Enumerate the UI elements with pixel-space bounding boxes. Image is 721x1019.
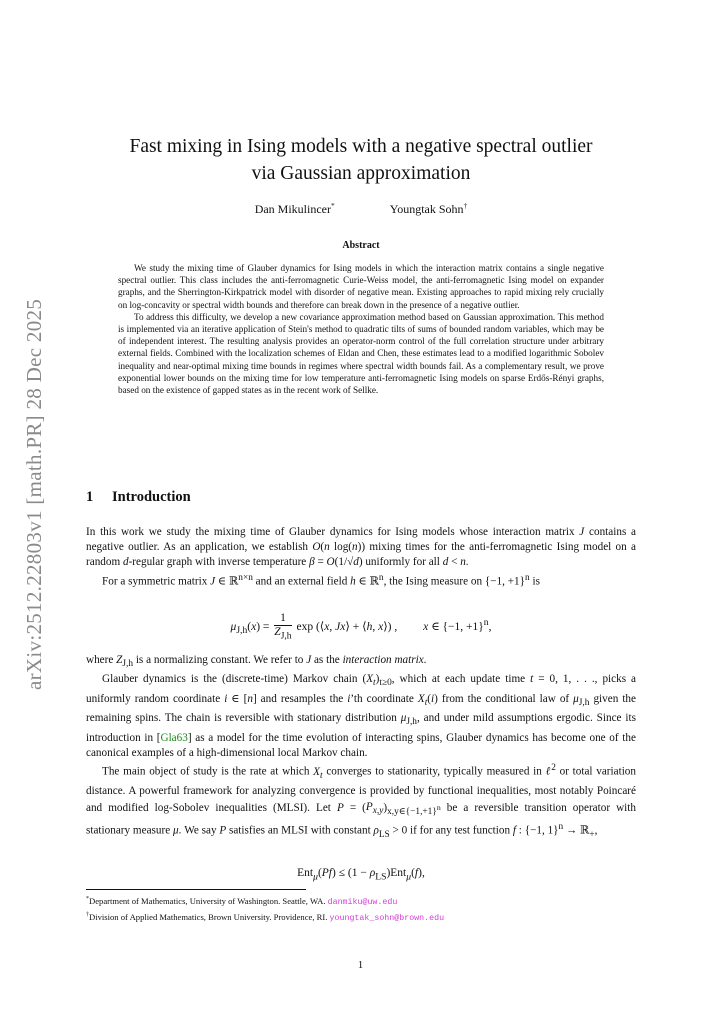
- section-title: Introduction: [112, 489, 191, 505]
- ising-measure-equation: $\mu_{J,h}(x)$ = $\frac{1}{Z_{J,h}}$ exp (⟨x, Jx⟩ + ⟨h, x⟩) , x ∈ {−1, +1}$^n$,: [230, 612, 492, 642]
- mlsi-equation: $Ent_\mu(Pf) \le (1 - \rho_{LS})Ent_\mu(f)$,: [297, 867, 425, 883]
- intro-paragraph-1: In this work we study the mixing time of Glauber dynamics for Ising models whose interaction matrix J contains a negative outlier. As an application, we establish O(n log(n)) mixing times for the anti-ferromagnetic Ising model on a random d-regular graph with inverse temperature β = O(1/√d) uniformly for all d < n.: [86, 526, 637, 569]
- abstract-paragraph-2: To address this difficulty, we develop a new covariance approximation method based on Gaussian approximation. This method is implemented via an iterative application of Stein's method to quadratic tilts of sums of bounded random variables, which may be of independent interest. The resulting analysis provides an operator-norm control of the full correlation structure under arbitrary external fields. Combined with the localization schemes of Eldan and Chen, these estimates lead to a modified logarithmic Sobolev inequality and near-optimal mixing time bounds in regimes where spectral width bounds fail. As a complementary result, we prove exponential lower bounds on the mixing time for low temperature anti-ferromagnetic Ising models on sparse Erdős-Rényi graphs, based on the existence of gapped states as in the recent work of Sellke.: [118, 311, 604, 396]
- email-link[interactable]: danmiku@uw.edu: [327, 897, 398, 907]
- author-1: Dan Mikulincer*: [254, 201, 335, 216]
- page-number: 1: [357, 959, 364, 971]
- footnotes: [86, 893, 444, 925]
- arxiv-identifier-stamp: arXiv:2512.22803v1 [math.PR] 28 Dec 2025: [22, 298, 46, 690]
- intro-paragraph-2: For a symmetric matrix J ∈ ℝ$^{n\times n}$ and an external field h ∈ ℝ$^n$, the Ising measure on {−1, +1}$^n$ is: [102, 572, 540, 588]
- author-list: [86, 201, 636, 217]
- paper-title: [86, 133, 636, 187]
- footnote-1: *Department of Mathematics, University of Washington. Seattle, WA. danmiku@uw.edu: [86, 895, 398, 907]
- abstract-heading: Abstract: [342, 240, 380, 251]
- intro-paragraph-3: where $Z_{J,h}$ is a normalizing constant. We refer to J as the interaction matrix.: [86, 654, 427, 670]
- title-line-2: via Gaussian approximation: [251, 163, 471, 184]
- section-number: 1: [86, 489, 94, 505]
- intro-paragraph-4: Glauber dynamics is the (discrete-time) Markov chain $(X_t)_{t\ge 0}$, which at each update time t = 0, 1, . . ., picks a uniformly random coordinate i ∈ [n] and resamples the i’th coordinate $X_t(i)$ from the conditional law of $\mu_{J,h}$ given the remaining spins. The chain is reversible with stationary distribution $\mu_{J,h}$, and under mild assumptions ergodic. Since its introduction in [Gla63] as a model for the time evolution of interacting spins, Glauber dynamics has become one of the canonical examples of a high-dimensional local Markov chain.: [86, 673, 637, 759]
- title-line-1: Fast mixing in Ising models with a negative spectral outlier: [129, 136, 593, 157]
- intro-text-upper: [86, 525, 636, 590]
- abstract-paragraph-1: We study the mixing time of Glauber dynamics for Ising models in which the interaction matrix contains a single negative spectral outlier. This class includes the anti-ferromagnetic Curie-Weiss model, the anti-ferromagnetic Ising model on expander graphs, and the Sherrington-Kirkpatrick model with disorder of negative mean. Existing approaches to rapid mixing rely crucially on log-concavity or spectral width bounds and therefore can break down in the presence of a negative outlier.: [118, 263, 604, 310]
- email-link[interactable]: youngtak_sohn@brown.edu: [329, 913, 445, 923]
- citation-link[interactable]: Gla63: [160, 731, 188, 744]
- intro-paragraph-5: The main object of study is the rate at which $X_t$ converges to stationarity, typically measured in ℓ$^2$ or total variation distance. A powerful framework for analyzing convergence is provided by functional inequalities, most notably Poincaré and modified log-Sobolev inequalities (MLSI). Let $P = (P_{x,y})_{x,y\in\{-1,+1\}^n}$ be a reversible transition operator with stationary measure μ. We say P satisfies an MLSI with constant $\rho_{LS} > 0$ if for any test function f : {−1, 1}$^n$ → ℝ$_+$,: [86, 763, 636, 840]
- intro-text-lower: [86, 653, 636, 843]
- footnote-2: †Division of Applied Mathematics, Brown University. Providence, RI. youngtak_sohn@brown.edu: [86, 911, 445, 923]
- author-2: Youngtak Sohn†: [389, 201, 468, 216]
- section-heading: [86, 489, 191, 506]
- footnote-divider: [86, 889, 306, 890]
- abstract: [118, 262, 604, 396]
